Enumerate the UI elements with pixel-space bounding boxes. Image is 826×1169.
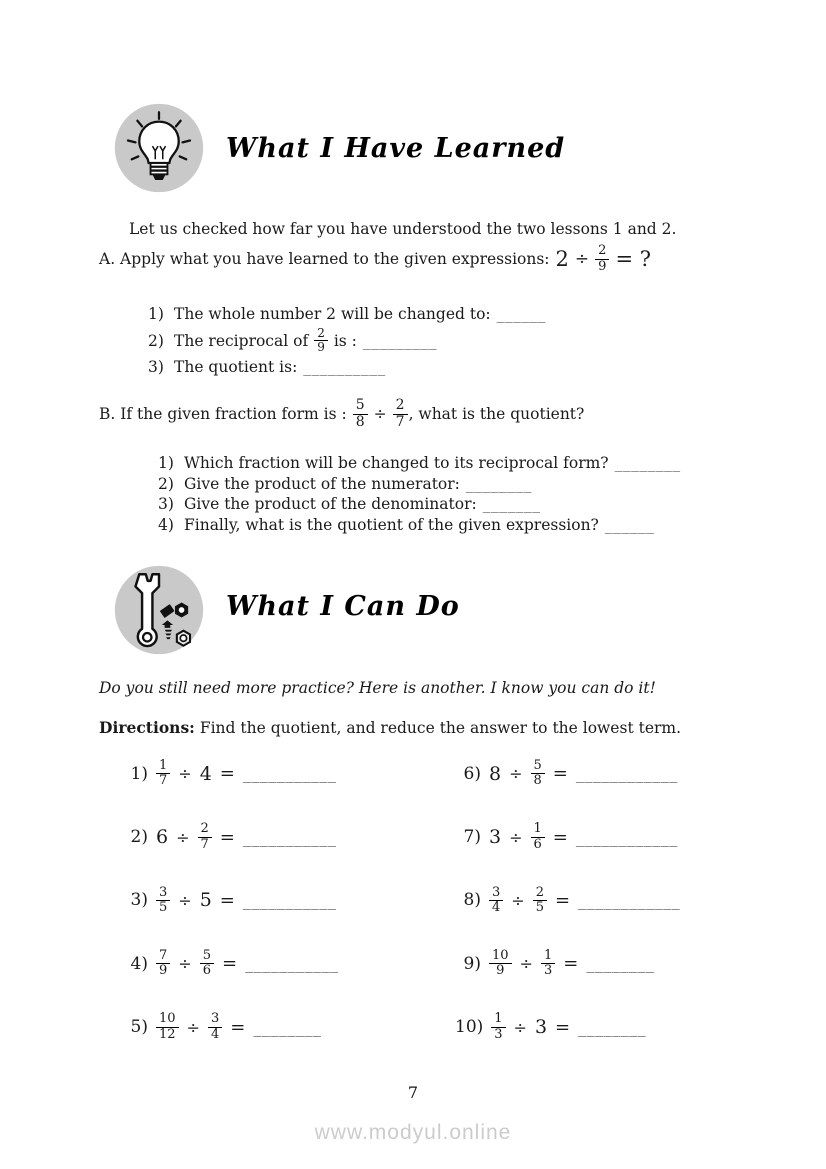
fraction-denominator: 4 <box>492 899 501 915</box>
part-a-text: A. Apply what you have learned to the given expressions: <box>99 250 550 268</box>
fraction-denominator: 8 <box>533 773 542 789</box>
item-number: 3) <box>158 495 174 514</box>
left-operand-fraction <box>156 1012 179 1042</box>
fraction-numerator: 3 <box>208 1012 222 1027</box>
lightbulb-icon <box>112 101 206 195</box>
divide-sign: ÷ <box>178 954 192 974</box>
left-operand-whole: 8 <box>489 762 502 785</box>
exercise-number: 3) <box>130 890 148 911</box>
item-number: 4) <box>158 515 174 534</box>
divide-sign: ÷ <box>509 764 523 784</box>
item-number: 3) <box>148 358 164 377</box>
equals-sign: = <box>219 889 235 911</box>
fraction-denominator: 6 <box>202 963 211 979</box>
fraction-denominator: 7 <box>200 836 209 852</box>
section-title-what-i-can-do: What I Can Do <box>226 591 460 622</box>
equals-sign: = <box>552 763 568 785</box>
directions-label: Directions: <box>99 718 195 737</box>
fraction-numerator: 2 <box>393 398 408 414</box>
equals-sign: = <box>219 826 235 848</box>
exercise-row <box>122 996 339 1059</box>
fraction-denominator: 7 <box>159 773 168 789</box>
fraction-denominator: 3 <box>543 963 553 979</box>
answer-blank: ____________ <box>578 890 681 910</box>
fraction-numerator: 1 <box>531 822 545 837</box>
exercise-number: 8) <box>463 890 481 911</box>
item-text: The reciprocal of <box>174 331 309 350</box>
fraction-numerator: 2 <box>533 886 547 901</box>
exercise-row <box>122 869 339 932</box>
divide-sign: ÷ <box>178 764 192 784</box>
part-b-text: B. If the given fraction form is : <box>99 405 347 423</box>
right-operand-fraction <box>531 759 545 789</box>
divide-sign: ÷ <box>178 890 192 910</box>
equals-sign: = <box>552 826 568 848</box>
part-a-item-1 <box>148 301 546 328</box>
fraction-denominator: 9 <box>496 963 505 979</box>
right-operand-fraction <box>200 949 214 979</box>
equals-sign: = <box>563 953 579 975</box>
equals-sign: = <box>554 889 571 911</box>
answer-blank: ________ <box>253 1017 322 1037</box>
exercise-number: 7) <box>463 827 481 848</box>
item-number: 2) <box>148 331 164 350</box>
exercise-row <box>455 869 680 932</box>
fraction-numerator: 5 <box>531 759 545 774</box>
fraction-5-8 <box>353 398 368 430</box>
equals-sign: = <box>221 953 238 975</box>
divide-sign: ÷ <box>186 1017 200 1037</box>
right-operand-whole: 3 <box>534 1016 548 1039</box>
exercise-column-left <box>122 742 339 1059</box>
left-operand-whole: 6 <box>156 826 169 849</box>
answer-blank: ___________ <box>242 890 337 910</box>
directions-text: Find the quotient, and reduce the answer to the lowest term. <box>194 719 682 737</box>
fraction-numerator: 3 <box>156 886 170 901</box>
fraction-denominator: 9 <box>159 963 168 979</box>
fraction-numerator: 10 <box>156 1012 179 1027</box>
exercise-number: 5) <box>130 1017 148 1038</box>
fraction-denominator: 9 <box>598 258 607 274</box>
intro-text: Let us checked how far you have understood the two lessons 1 and 2. <box>129 220 677 238</box>
fraction-numerator: 5 <box>200 949 214 964</box>
answer-blank: _______ <box>482 495 541 514</box>
directions-line <box>99 718 681 737</box>
page-number: 7 <box>407 1083 419 1102</box>
answer-blank: ____________ <box>575 827 678 847</box>
right-operand-fraction <box>533 886 547 916</box>
exercise-row <box>455 996 680 1059</box>
fraction-denominator: 7 <box>395 413 405 430</box>
part-b-items <box>158 453 681 535</box>
answer-blank: ___________ <box>242 827 337 847</box>
fraction-denominator: 4 <box>210 1026 220 1042</box>
right-operand-fraction <box>541 949 555 979</box>
exercise-row <box>455 932 680 995</box>
fraction-numerator: 7 <box>156 949 170 964</box>
fraction-numerator: 3 <box>489 886 503 901</box>
fraction-denominator: 12 <box>159 1026 176 1042</box>
fraction-numerator: 10 <box>489 949 512 964</box>
equals-sign: = <box>219 763 235 785</box>
right-operand-fraction <box>198 822 212 852</box>
exercise-number: 2) <box>130 827 148 848</box>
exercise-number: 1) <box>130 763 148 784</box>
item-text: The quotient is: <box>174 358 298 377</box>
exercise-row <box>122 805 339 868</box>
left-operand-fraction <box>489 949 512 979</box>
inline-fraction <box>314 327 328 354</box>
divide-sign: ÷ <box>574 249 590 269</box>
fraction-numerator: 1 <box>491 1012 505 1027</box>
divide-sign: ÷ <box>511 890 525 910</box>
left-operand-fraction <box>156 759 170 789</box>
fraction-numerator: 2 <box>595 244 609 259</box>
right-operand-whole: 5 <box>199 889 212 912</box>
part-b-item-3 <box>158 494 681 515</box>
divide-sign: ÷ <box>519 954 533 974</box>
answer-blank: _________ <box>362 331 438 350</box>
answer-blank: ________ <box>578 1017 647 1037</box>
item-text: Which fraction will be changed to its reciprocal form? <box>184 454 609 473</box>
exercise-number: 4) <box>130 953 148 974</box>
answer-blank: ____________ <box>575 764 678 784</box>
fraction-numerator: 5 <box>353 398 368 414</box>
answer-blank: ___________ <box>245 954 339 974</box>
left-operand-whole: 3 <box>489 826 502 849</box>
item-text: Finally, what is the quotient of the given expression? <box>184 515 599 534</box>
right-operand-fraction <box>208 1012 222 1042</box>
divide-sign: ÷ <box>373 405 387 423</box>
fraction-numerator: 1 <box>156 759 170 774</box>
fraction-numerator: 1 <box>541 949 555 964</box>
fraction-numerator: 2 <box>314 327 328 341</box>
fraction-2-7 <box>393 398 408 430</box>
left-operand-fraction <box>156 886 170 916</box>
answer-blank: ___________ <box>242 764 337 784</box>
exercise-row <box>455 742 680 805</box>
fraction-numerator: 2 <box>198 822 212 837</box>
expr-whole-number: 2 <box>555 247 569 271</box>
divide-sign: ÷ <box>176 827 190 847</box>
item-number: 1) <box>148 305 164 324</box>
part-a-item-3 <box>148 354 546 381</box>
wrench-icon <box>112 563 206 657</box>
item-number: 2) <box>158 474 174 493</box>
left-operand-fraction <box>156 949 170 979</box>
left-operand-fraction <box>489 886 503 916</box>
fraction-denominator: 3 <box>494 1026 503 1042</box>
part-b-item-4 <box>158 515 681 536</box>
part-a-lead <box>99 240 651 278</box>
exercise-column-right <box>455 742 680 1059</box>
item-text: The whole number 2 will be changed to: <box>174 305 491 324</box>
equals-question: = ? <box>615 247 651 271</box>
part-b-item-2 <box>158 474 681 495</box>
part-a-item-2 <box>148 328 546 355</box>
divide-sign: ÷ <box>509 827 523 847</box>
equals-sign: = <box>555 1016 571 1038</box>
practice-text: Do you still need more practice? Here is another. I know you can do it! <box>99 679 656 697</box>
section-title-what-i-have-learned: What I Have Learned <box>226 133 566 164</box>
divide-sign: ÷ <box>513 1017 527 1037</box>
left-operand-fraction <box>491 1012 505 1042</box>
answer-blank: ________ <box>465 474 532 493</box>
answer-blank: ________ <box>586 954 655 974</box>
exercise-row <box>122 742 339 805</box>
answer-blank: ______ <box>496 305 547 324</box>
part-b-lead <box>99 395 584 433</box>
answer-blank: __________ <box>303 358 386 377</box>
exercise-row <box>455 805 680 868</box>
item-number: 1) <box>158 454 174 473</box>
equals-sign: = <box>230 1016 246 1038</box>
answer-blank: ________ <box>614 454 681 473</box>
exercise-number: 9) <box>463 953 481 974</box>
right-operand-whole: 4 <box>199 762 212 785</box>
item-text: is : <box>333 331 357 350</box>
expr-fraction <box>595 244 609 274</box>
fraction-denominator: 6 <box>533 836 542 852</box>
right-operand-fraction <box>531 822 545 852</box>
exercise-row <box>122 932 339 995</box>
exercise-number: 10) <box>455 1017 484 1038</box>
part-b-item-1 <box>158 453 681 474</box>
fraction-denominator: 9 <box>317 340 325 355</box>
watermark: www.modyul.online <box>314 1121 512 1144</box>
fraction-denominator: 5 <box>159 899 168 915</box>
fraction-denominator: 5 <box>535 899 544 915</box>
exercise-number: 6) <box>463 763 481 784</box>
part-b-tail: , what is the quotient? <box>408 405 585 423</box>
item-text: Give the product of the numerator: <box>184 474 460 493</box>
item-text: Give the product of the denominator: <box>184 495 477 514</box>
part-a-items <box>148 301 546 381</box>
answer-blank: ______ <box>604 515 655 534</box>
fraction-denominator: 8 <box>355 413 365 430</box>
